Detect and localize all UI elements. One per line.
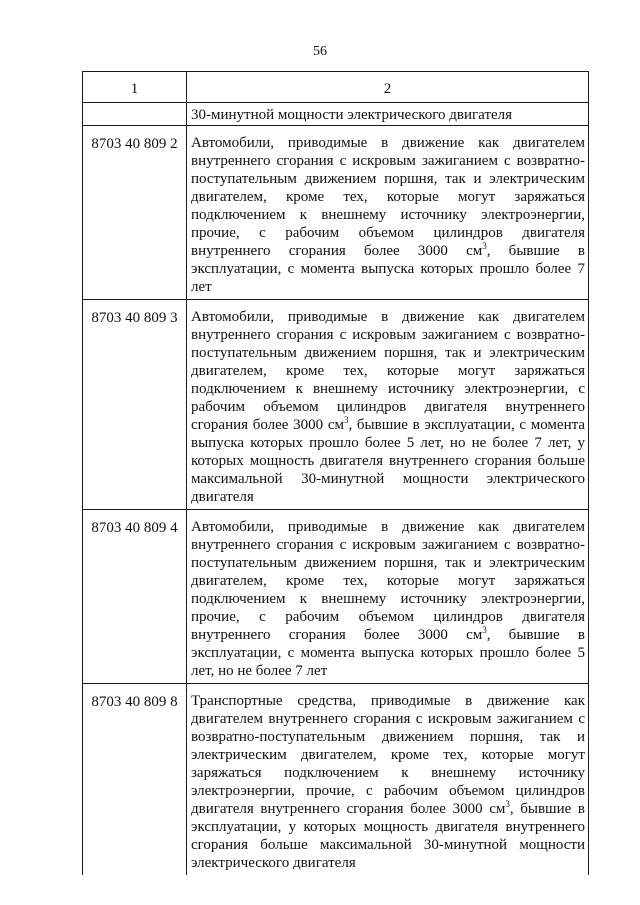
code-cell: 8703 40 809 3 bbox=[83, 300, 187, 510]
description-text: Автомобили, приводимые в движение как двигателем внутреннего сгорания с искровым зажиганием с возвратно-поступательным движением поршня, так и электрическим двигателем, кроме тех, которые могут заряжаться подключением к внешнему источнику электроэнергии, с рабочим объемом цилиндров двигателя внутреннего сгорания более 3000 см bbox=[191, 309, 585, 433]
description-cell bbox=[187, 126, 589, 300]
code-cell: 8703 40 809 8 bbox=[83, 684, 187, 876]
description-text: Транспортные средства, приводимые в движение как двигателем внутреннего сгорания с искровым зажиганием с возвратно-поступательным движением поршня, так и электрическим двигателем, кроме тех, которые могут заряжаться подключением к внешнему источнику электроэнергии, прочие, с рабочим объемом цилиндров двигателя внутреннего сгорания более 3000 см bbox=[191, 693, 585, 817]
table-row bbox=[83, 126, 589, 300]
description-cell bbox=[187, 510, 589, 684]
code-cell: 8703 40 809 4 bbox=[83, 510, 187, 684]
description-text-end: , бывшие в эксплуатации, у которых мощность двигателя внутреннего сгорания больше максимальной 30-минутной мощности электрического двигателя bbox=[191, 801, 585, 871]
table-row bbox=[83, 300, 589, 510]
tariff-table bbox=[82, 71, 589, 875]
page-number: 56 bbox=[313, 44, 327, 59]
header-col-1: 1 bbox=[83, 72, 187, 103]
table-header-row bbox=[83, 72, 589, 103]
table-row bbox=[83, 510, 589, 684]
unit-superscript: 3 bbox=[482, 241, 487, 251]
table-row-continuation bbox=[83, 103, 589, 126]
description-text: Автомобили, приводимые в движение как двигателем внутреннего сгорания с искровым зажиганием с возвратно-поступательным движением поршня, так и электрическим двигателем, кроме тех, которые могут заряжаться подключением к внешнему источнику электроэнергии, прочие, с рабочим объемом цилиндров двигателя внутреннего сгорания более 3000 см bbox=[191, 519, 585, 643]
continuation-text: 30-минутной мощности электрического двигателя bbox=[187, 103, 589, 126]
description-text: Автомобили, приводимые в движение как двигателем внутреннего сгорания с искровым зажиганием с возвратно-поступательным движением поршня, так и электрическим двигателем, кроме тех, которые могут заряжаться подключением к внешнему источнику электроэнергии, прочие, с рабочим объемом цилиндров двигателя внутреннего сгорания более 3000 см bbox=[191, 135, 585, 259]
unit-superscript: 3 bbox=[482, 625, 487, 635]
code-cell: 8703 40 809 2 bbox=[83, 126, 187, 300]
unit-superscript: 3 bbox=[505, 799, 510, 809]
description-text-end: , бывшие в эксплуатации, с момента выпуска которых прошло более 7 лет bbox=[191, 243, 585, 295]
empty-code-cell bbox=[83, 103, 187, 126]
table-row bbox=[83, 684, 589, 876]
header-col-2: 2 bbox=[187, 72, 589, 103]
description-cell bbox=[187, 300, 589, 510]
description-text-end: , бывшие в эксплуатации, с момента выпуска которых прошло более 5 лет, но не более 7 лет bbox=[191, 627, 585, 679]
unit-superscript: 3 bbox=[343, 415, 349, 425]
description-cell bbox=[187, 684, 589, 876]
description-text-end: , бывшие в эксплуатации, с момента выпуска которых прошло более 5 лет, но не более 7 лет, у которых мощность двигателя внутреннего сгорания больше максимальной 30-минутной мощности электрического двигателя bbox=[191, 417, 586, 505]
